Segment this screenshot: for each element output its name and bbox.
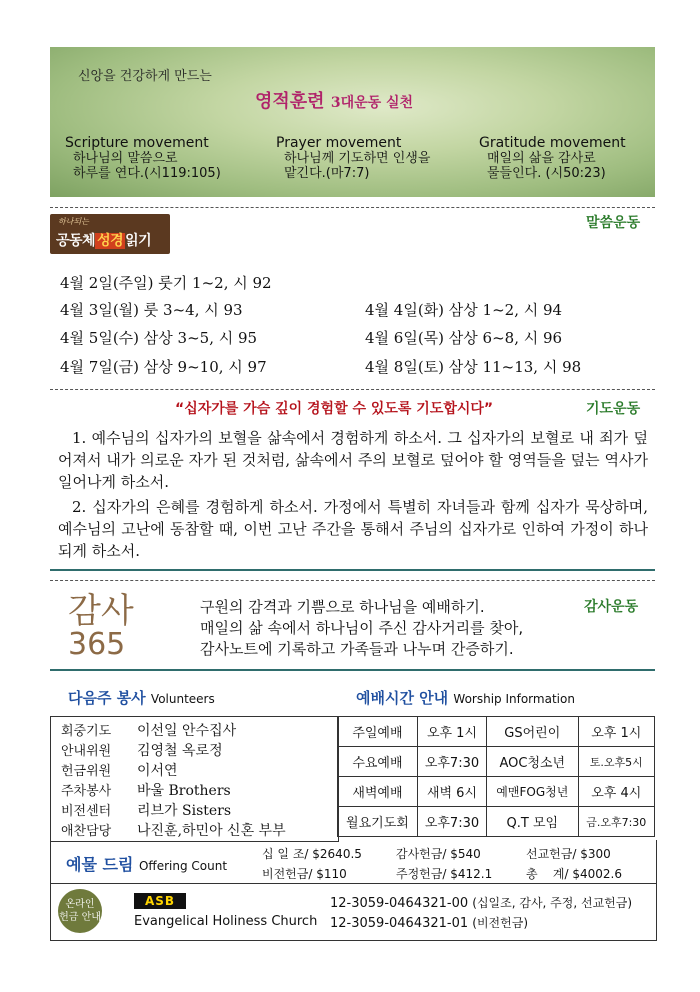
prayer-movement-label: 기도운동	[586, 401, 641, 417]
account-note: (비전헌금)	[472, 916, 529, 930]
worship-cell: 예맨FOG청년	[487, 777, 578, 807]
movement-line: 하나님의 말씀으로	[73, 151, 178, 166]
banner-title-sub: 3대운동 실천	[330, 95, 414, 111]
volunteer-name: 김영철 옥로정	[137, 743, 223, 759]
worship-title	[356, 687, 575, 708]
movement-name: Gratitude movement	[479, 135, 626, 151]
volunteer-row	[61, 780, 231, 800]
divider	[50, 669, 655, 671]
worship-cell: 오후 4시	[578, 777, 655, 807]
worship-cell: 주일예배	[338, 717, 418, 747]
banner-tagline: 신앙을 건강하게 만드는	[78, 69, 212, 84]
online-offering-logo	[58, 889, 102, 933]
thanks-movement-label: 감사운동	[584, 599, 639, 615]
volunteer-role: 비전센터	[61, 804, 112, 819]
volunteer-row	[61, 820, 286, 840]
thanks-line: 매일의 삶 속에서 하나님이 주신 감사거리를 찾아,	[200, 619, 524, 637]
offering-item	[396, 845, 481, 862]
offering-label: 십 일 조/	[262, 847, 309, 861]
banner-title-main: 영적훈련	[255, 91, 325, 112]
community-bible-reading-logo	[50, 214, 170, 254]
movement-line: 하나님께 기도하면 인생을	[284, 151, 431, 166]
prayer-heading: “십자가를 가슴 깊이 경험할 수 있도록 기도합시다”	[175, 401, 494, 417]
worship-title-en: Worship Information	[453, 692, 575, 706]
movement-name: Scripture movement	[65, 135, 209, 151]
volunteer-name: 리브가 Sisters	[137, 803, 232, 819]
worship-cell: 오후7:30	[417, 807, 486, 837]
prayer-movement	[276, 136, 430, 181]
logo-highlight: 성경	[97, 233, 124, 249]
worship-row	[338, 807, 655, 837]
volunteer-role: 헌금위원	[61, 764, 112, 779]
worship-cell: 수요예배	[338, 747, 418, 777]
worship-cell: 오후7:30	[417, 747, 486, 777]
movement-name: Prayer movement	[276, 135, 402, 151]
prayer-paragraph-2: 2. 십자가의 은혜를 경험하게 하소서. 가정에서 특별히 자녀들과 함께 십자가 묵상하며, 예수님의 고난에 동참할 때, 이번 고난 주간을 통해서 주님의 십자가로 인하여 가정이 하나 되게 하소서.	[58, 498, 648, 560]
reading-item: 4월 7일(금) 삼상 9~10, 시 97	[60, 358, 267, 376]
asb-bank-logo: ASB	[134, 893, 186, 909]
worship-cell: Q.T 모임	[487, 807, 578, 837]
movement-line: 물들인다. (시50:23)	[487, 166, 606, 181]
scripture-movement	[65, 136, 221, 181]
volunteers-title-ko: 다음주 봉사	[68, 689, 146, 707]
worship-cell: 금.오후7:30	[578, 807, 655, 837]
movement-line: 하루를 연다.(시119:105)	[73, 166, 221, 181]
volunteer-name: 나진훈,하민아 신혼 부부	[137, 823, 286, 839]
volunteer-row	[61, 740, 223, 760]
reading-item: 4월 8일(토) 삼상 11~13, 시 98	[365, 358, 582, 376]
movement-line: 맡긴다.(마7:7)	[284, 166, 370, 181]
worship-row	[338, 717, 655, 747]
offering-value: $412.1	[450, 867, 493, 881]
volunteer-role: 주차봉사	[61, 784, 112, 799]
volunteer-name: 이서연	[137, 763, 178, 779]
worship-cell: 새벽예배	[338, 777, 418, 807]
account-number: 12-3059-0464321-01	[330, 916, 469, 931]
worship-cell: 오후 1시	[417, 717, 486, 747]
worship-cell: 새벽 6시	[417, 777, 486, 807]
worship-cell: GS어린이	[487, 717, 578, 747]
volunteer-row	[61, 800, 231, 820]
offering-item	[396, 865, 492, 882]
account-line-1	[330, 894, 632, 911]
banner-title	[255, 87, 413, 113]
worship-title-ko: 예배시간 안내	[356, 689, 449, 707]
gamsa365-logo-bottom: 365	[68, 627, 126, 662]
account-line-2	[330, 914, 528, 931]
worship-cell: 오후 1시	[578, 717, 655, 747]
offering-label: 감사헌금/	[396, 847, 447, 861]
worship-cell: 월요기도회	[338, 807, 418, 837]
volunteers-box	[50, 716, 339, 842]
offering-item	[526, 845, 611, 862]
divider	[50, 580, 655, 581]
volunteer-role: 회중기도	[61, 724, 112, 739]
logo-text: 온라인	[65, 899, 95, 910]
offering-item	[526, 865, 622, 882]
logo-post: 읽기	[125, 233, 152, 249]
account-box	[50, 883, 657, 941]
offering-label: 주정헌금/	[396, 867, 447, 881]
account-number: 12-3059-0464321-00	[330, 896, 469, 911]
offering-title	[66, 852, 227, 875]
reading-item: 4월 3일(월) 룻 3~4, 시 93	[60, 301, 243, 319]
spiritual-training-banner	[50, 47, 655, 197]
thanks-line: 구원의 감격과 기쁨으로 하나님을 예배하기.	[200, 598, 485, 616]
worship-cell: AOC청소년	[487, 747, 578, 777]
offering-value: $110	[316, 867, 347, 881]
worship-row	[338, 777, 655, 807]
account-note: (십일조, 감사, 주정, 선교헌금)	[472, 896, 633, 910]
reading-item: 4월 2일(주일) 룻기 1~2, 시 92	[60, 274, 272, 292]
prayer-paragraph-1: 1. 예수님의 십자가의 보혈을 삶속에서 경험하게 하소서. 그 십자가의 보혈로 내 죄가 덮어져서 내가 의로운 자가 된 것처럼, 삶속에서 주의 보혈로 덮어야 할 영역들을 덮는 역사가 일어나게 하소서.	[58, 429, 648, 491]
volunteers-title	[68, 687, 215, 708]
volunteer-role: 안내위원	[61, 744, 112, 759]
volunteer-name: 바울 Brothers	[137, 783, 231, 799]
offering-value: $4002.6	[572, 867, 622, 881]
logo-text: 헌금 안내	[59, 912, 101, 923]
word-movement-label: 말씀운동	[586, 215, 641, 231]
offering-value: $300	[580, 847, 611, 861]
gamsa365-logo-top: 감사	[68, 591, 134, 631]
worship-cell: 토.오후5시	[578, 747, 655, 777]
offering-value: $540	[450, 847, 481, 861]
offering-label: 선교헌금/	[526, 847, 577, 861]
church-name: Evangelical Holiness Church	[134, 914, 318, 929]
volunteer-row	[61, 760, 178, 780]
volunteer-name: 이선일 안수집사	[137, 723, 237, 739]
logo-pre: 공동체	[56, 233, 96, 249]
volunteers-title-en: Volunteers	[150, 692, 215, 706]
gratitude-movement	[479, 136, 626, 181]
offering-label: 비전헌금/	[262, 867, 313, 881]
logo-text	[56, 230, 151, 250]
offering-title-ko: 예물 드림	[66, 855, 134, 874]
worship-row	[338, 747, 655, 777]
worship-schedule-table	[337, 716, 655, 837]
offering-label: 총 계/	[526, 867, 569, 881]
divider	[50, 569, 655, 571]
reading-item: 4월 4일(화) 삼상 1~2, 시 94	[365, 301, 563, 319]
divider	[50, 389, 655, 390]
logo-small-text: 하나되는	[58, 217, 89, 226]
reading-item: 4월 5일(수) 삼상 3~5, 시 95	[60, 329, 258, 347]
offering-item	[262, 845, 362, 862]
volunteer-role: 애찬담당	[61, 824, 112, 839]
thanks-line: 감사노트에 기록하고 가족들과 나누며 간증하기.	[200, 640, 514, 658]
divider	[50, 207, 655, 208]
offering-title-en: Offering Count	[138, 859, 228, 873]
movement-line: 매일의 삶을 감사로	[487, 151, 596, 166]
offering-item	[262, 865, 347, 882]
offering-value: $2640.5	[312, 847, 362, 861]
volunteer-row	[61, 720, 236, 740]
reading-item: 4월 6일(목) 삼상 6~8, 시 96	[365, 329, 563, 347]
